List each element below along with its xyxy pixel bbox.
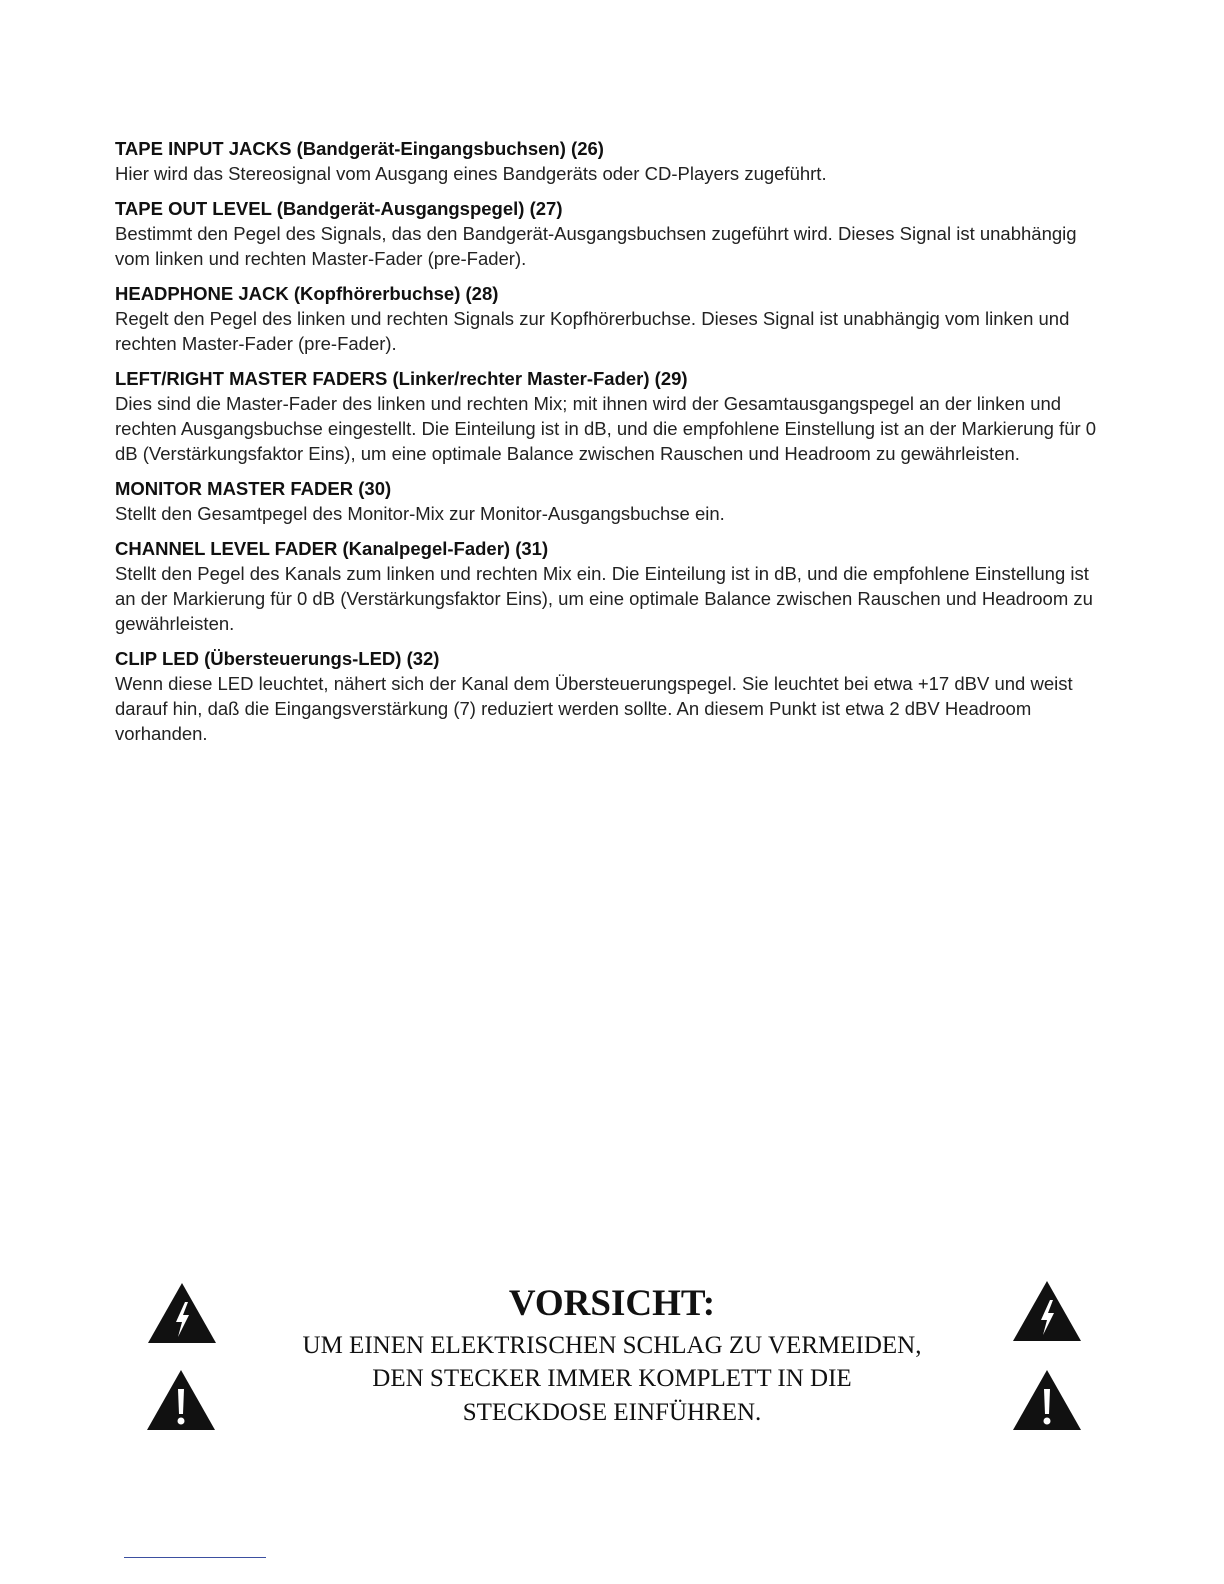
caution-line: STECKDOSE EINFÜHREN. [462,1399,762,1426]
section-body: Hier wird das Stereosignal vom Ausgang eines Bandgeräts oder CD-Players zugeführt. [115,163,827,184]
section-heading: LEFT/RIGHT MASTER FADERS (Linker/rechter Master-Fader) (29) [115,368,688,389]
section-channel-level-fader [115,536,1110,636]
section-clip-led [115,646,1110,746]
section-tape-out-level [115,196,1110,271]
section-body: Wenn diese LED leuchtet, nähert sich der Kanal dem Übersteuerungspegel. Sie leuchtet bei etwa +17 dBV und weist darauf hin, daß die Eingangsverstärkung (7) reduziert werden sollte. An diesem Punkt ist etwa 2 dBV Headroom vorhanden. [115,673,1073,744]
section-body: Stellt den Gesamtpegel des Monitor-Mix zur Monitor-Ausgangsbuchse ein. [115,503,725,524]
section-heading: HEADPHONE JACK (Kopfhörerbuchse) (28) [115,283,499,304]
section-tape-input-jacks [115,136,1110,186]
section-heading: TAPE INPUT JACKS (Bandgerät-Eingangsbuchsen) (26) [115,138,604,159]
section-body: Regelt den Pegel des linken und rechten Signals zur Kopfhörerbuchse. Dieses Signal ist unabhängig vom linken und rechten Master-Fader (pre-Fader). [115,308,1070,354]
section-heading: CLIP LED (Übersteuerungs-LED) (32) [115,648,440,669]
caution-line: UM EINEN ELEKTRISCHEN SCHLAG ZU VERMEIDEN, [302,1332,922,1359]
section-left-right-master-faders [115,366,1110,466]
section-headphone-jack [115,281,1110,356]
section-monitor-master-fader [115,476,1110,526]
footer-divider [124,1557,266,1558]
section-body: Dies sind die Master-Fader des linken und rechten Mix; mit ihnen wird der Gesamtausgangspegel an der linken und rechten Ausgangsbuchse eingestellt. Die Einteilung ist in dB, und die empfohlene Einstellung ist an der Markierung für 0 dB (Verstärkungsfaktor Eins), um eine optimale Balance zwischen Rauschen und Headroom zu gewährleisten. [115,393,1097,464]
section-body: Bestimmt den Pegel des Signals, das den Bandgerät-Ausgangsbuchsen zugeführt wird. Dieses Signal ist unabhängig vom linken und rechten Master-Fader (pre-Fader). [115,223,1077,269]
section-heading: TAPE OUT LEVEL (Bandgerät-Ausgangspegel) (27) [115,198,563,219]
section-body: Stellt den Pegel des Kanals zum linken und rechten Mix ein. Die Einteilung ist in dB, und die empfohlene Einstellung ist an der Markierung für 0 dB (Verstärkungsfaktor Eins), um eine optimale Balance zwischen Rauschen und Headroom zu gewährleisten. [115,563,1093,634]
caution-notice [0,1272,1224,1442]
caution-title: VORSICHT: [508,1283,716,1324]
section-heading: CHANNEL LEVEL FADER (Kanalpegel-Fader) (31) [115,538,549,559]
manual-page-content [115,136,1110,756]
section-heading: MONITOR MASTER FADER (30) [115,478,392,499]
caution-line: DEN STECKER IMMER KOMPLETT IN DIE [372,1365,852,1392]
